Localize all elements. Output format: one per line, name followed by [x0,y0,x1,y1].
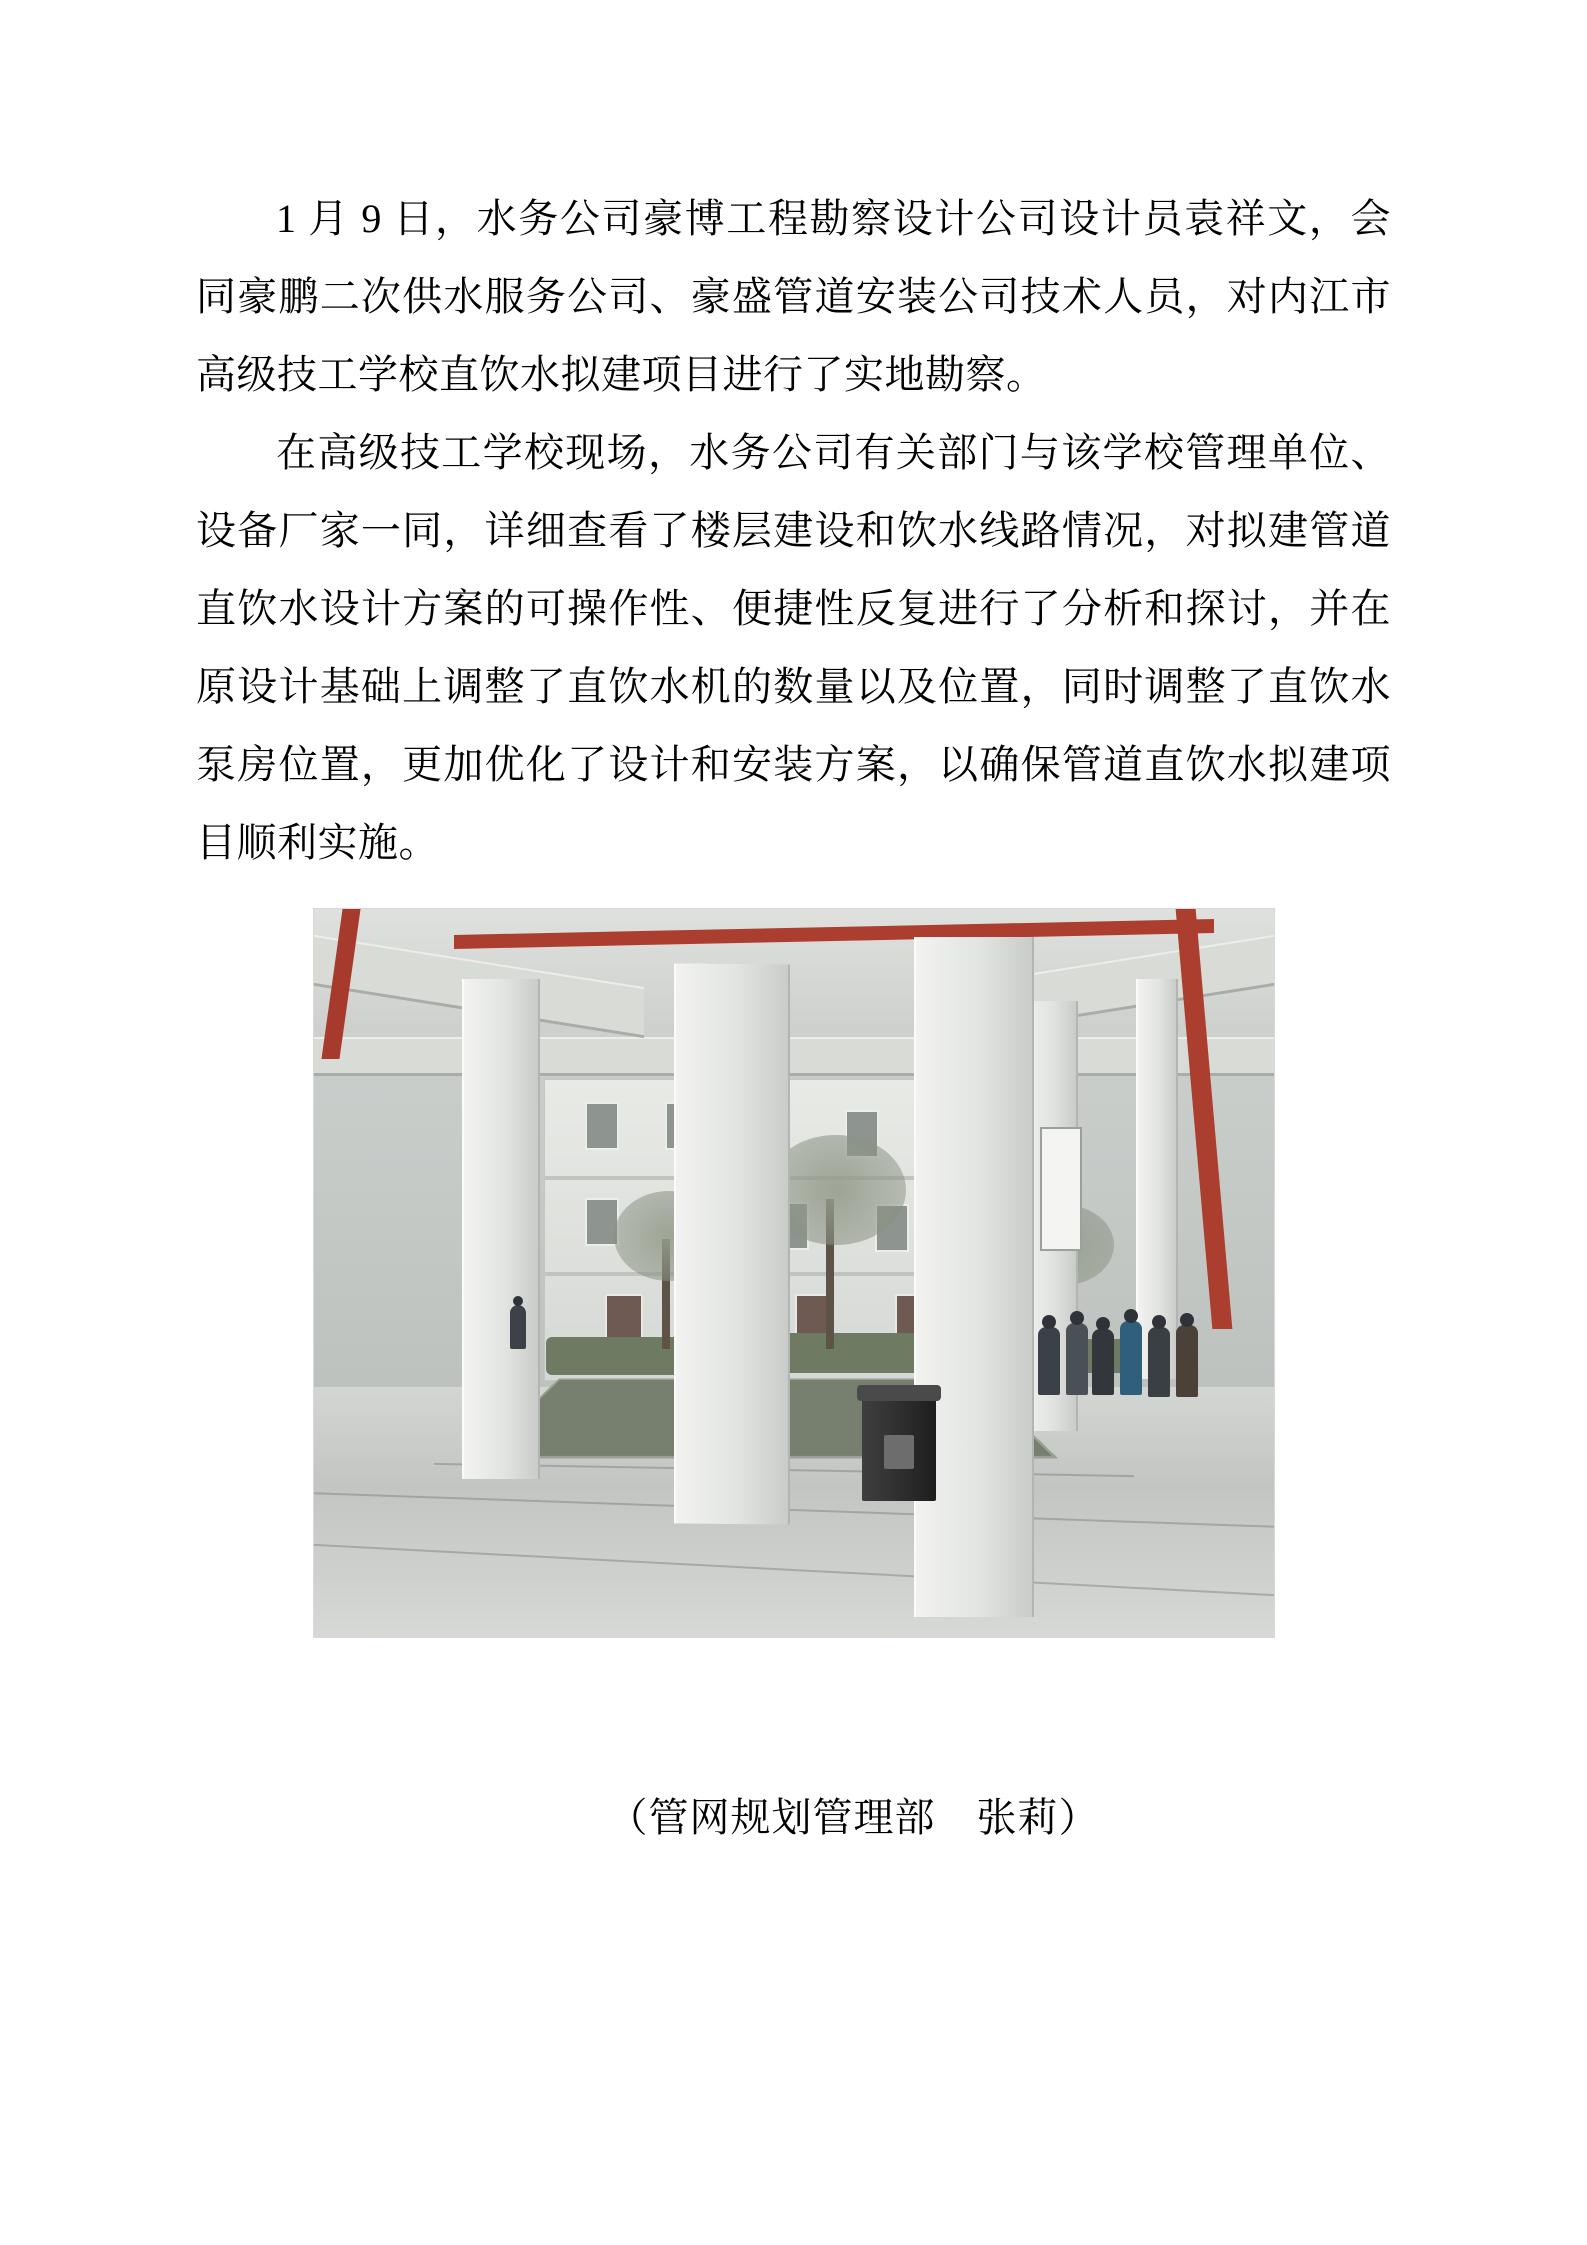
photo-person [1092,1329,1114,1395]
document-body [196,180,1391,1850]
photo-column [914,937,1034,1617]
photo-column [462,979,540,1479]
paragraph-1: 1 月 9 日，水务公司豪博工程勘察设计公司设计员袁祥文，会同豪鹏二次供水服务公司、豪盛管道安装公司技术人员，对内江市高级技工学校直饮水拟建项目进行了实地勘察。 [196,196,1391,397]
site-survey-photo [313,908,1275,1638]
photo-person [1038,1327,1060,1395]
paragraph-2: 在高级技工学校现场，水务公司有关部门与该学校管理单位、设备厂家一同，详细查看了楼层建设和饮水线路情况，对拟建管道直饮水设计方案的可操作性、便捷性反复进行了分析和探讨，并在原设计基础上调整了直饮水机的数量以及位置，同时调整了直饮水泵房位置，更加优化了设计和安装方案，以确保管道直饮水拟建项目顺利实施。 [196,430,1391,865]
signature-line: （管网规划管理部 张莉） [607,1795,1100,1840]
photo-person [1176,1325,1198,1397]
photo-column [674,963,790,1524]
photo-notice-board [1040,1127,1082,1251]
figure-container [196,908,1391,1638]
photo-person [510,1305,526,1349]
photo-person [1120,1321,1142,1395]
photo-person [1066,1323,1088,1395]
photo-window [585,1102,619,1150]
photo-beam [314,1037,1274,1076]
photo-trash-bin-label [884,1435,914,1469]
photo-trash-bin-lid [857,1385,941,1401]
photo-trash-bin [862,1395,936,1501]
photo-person [1148,1327,1170,1397]
